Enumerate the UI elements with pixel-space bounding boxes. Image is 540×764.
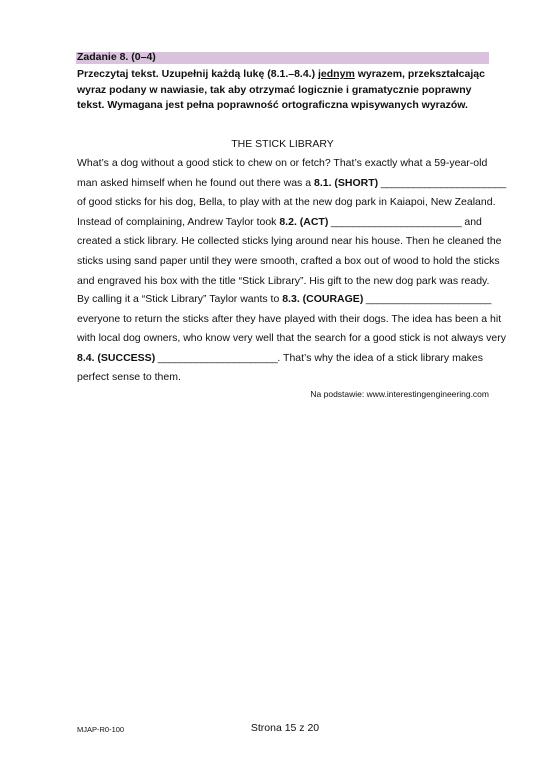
text-line: perfect sense to them. — [77, 371, 181, 384]
answer-blank-8-2[interactable]: ________________________ — [328, 215, 462, 228]
text-line: with local dog owners, who know very well that the search for a good stick is not always very — [77, 332, 506, 345]
gap-label-8-4: 8.4. (SUCCESS) — [77, 351, 156, 364]
text-fragment: and — [461, 215, 482, 228]
text-line: What’s a dog without a good stick to chew on or fetch? That’s exactly what a 59-year-old — [77, 157, 488, 169]
instruction-text-cont: wyrazem, przekształcając wyraz podany w nawiasie, tak aby otrzymać logicznie i gramatycznie poprawny tekst. Wymagana jest pełna poprawność ortograficzna wpisywanych wyrazów. — [77, 68, 485, 111]
story-title: THE STICK LIBRARY — [231, 138, 334, 150]
text-line: of good sticks for his dog, Bella, to play with at the new dog park in Kaiapoi, New Zealand. — [77, 196, 496, 209]
text-line: sticks using sand paper until they were smooth, crafted a box out of wood to hold the sticks — [77, 254, 500, 267]
gap-label-8-1: 8.1. (SHORT) — [313, 176, 379, 189]
source-citation: Na podstawie: www.interestingengineering.com — [310, 389, 489, 399]
task-instructions — [77, 67, 492, 114]
text-line: everyone to return the sticks after they have played with their dogs. The idea has been a hit — [77, 312, 502, 325]
answer-blank-8-4[interactable]: ______________________ — [155, 351, 278, 364]
document-code: MJAP-R0-100 — [77, 725, 125, 734]
text-fragment: Instead of complaining, Andrew Taylor took — [77, 215, 280, 228]
page-number: Strona 15 z 20 — [250, 722, 320, 734]
task-title: Zadanie 8. (0–4) — [77, 51, 156, 63]
answer-blank-8-1[interactable]: _______________________ — [378, 176, 506, 189]
text-line — [77, 213, 497, 233]
instruction-underlined-word: jednym — [318, 68, 355, 80]
gap-label-8-2: 8.2. (ACT) — [279, 215, 329, 228]
text-line — [77, 349, 497, 369]
story-paragraph-2 — [77, 290, 506, 388]
text-fragment: . That’s why the idea of a stick library makes — [277, 351, 484, 364]
gap-label-8-3: 8.3. (COURAGE) — [282, 293, 364, 305]
text-line: and engraved his box with the title “Stick Library”. His gift to the new dog park was ready. — [77, 274, 490, 287]
instruction-text: Przeczytaj tekst. Uzupełnij każdą lukę (8.1.–8.4.) — [77, 68, 319, 80]
text-line — [77, 174, 506, 194]
text-line: created a stick library. He collected sticks lying around near his house. Then he cleaned the — [77, 235, 502, 248]
text-fragment: man asked himself when he found out there was a — [77, 176, 314, 189]
story-paragraph-1 — [77, 154, 506, 291]
text-line — [77, 290, 497, 310]
text-fragment: By calling it a “Stick Library” Taylor wants to — [77, 293, 283, 305]
answer-blank-8-3[interactable]: _______________________ — [363, 293, 491, 305]
